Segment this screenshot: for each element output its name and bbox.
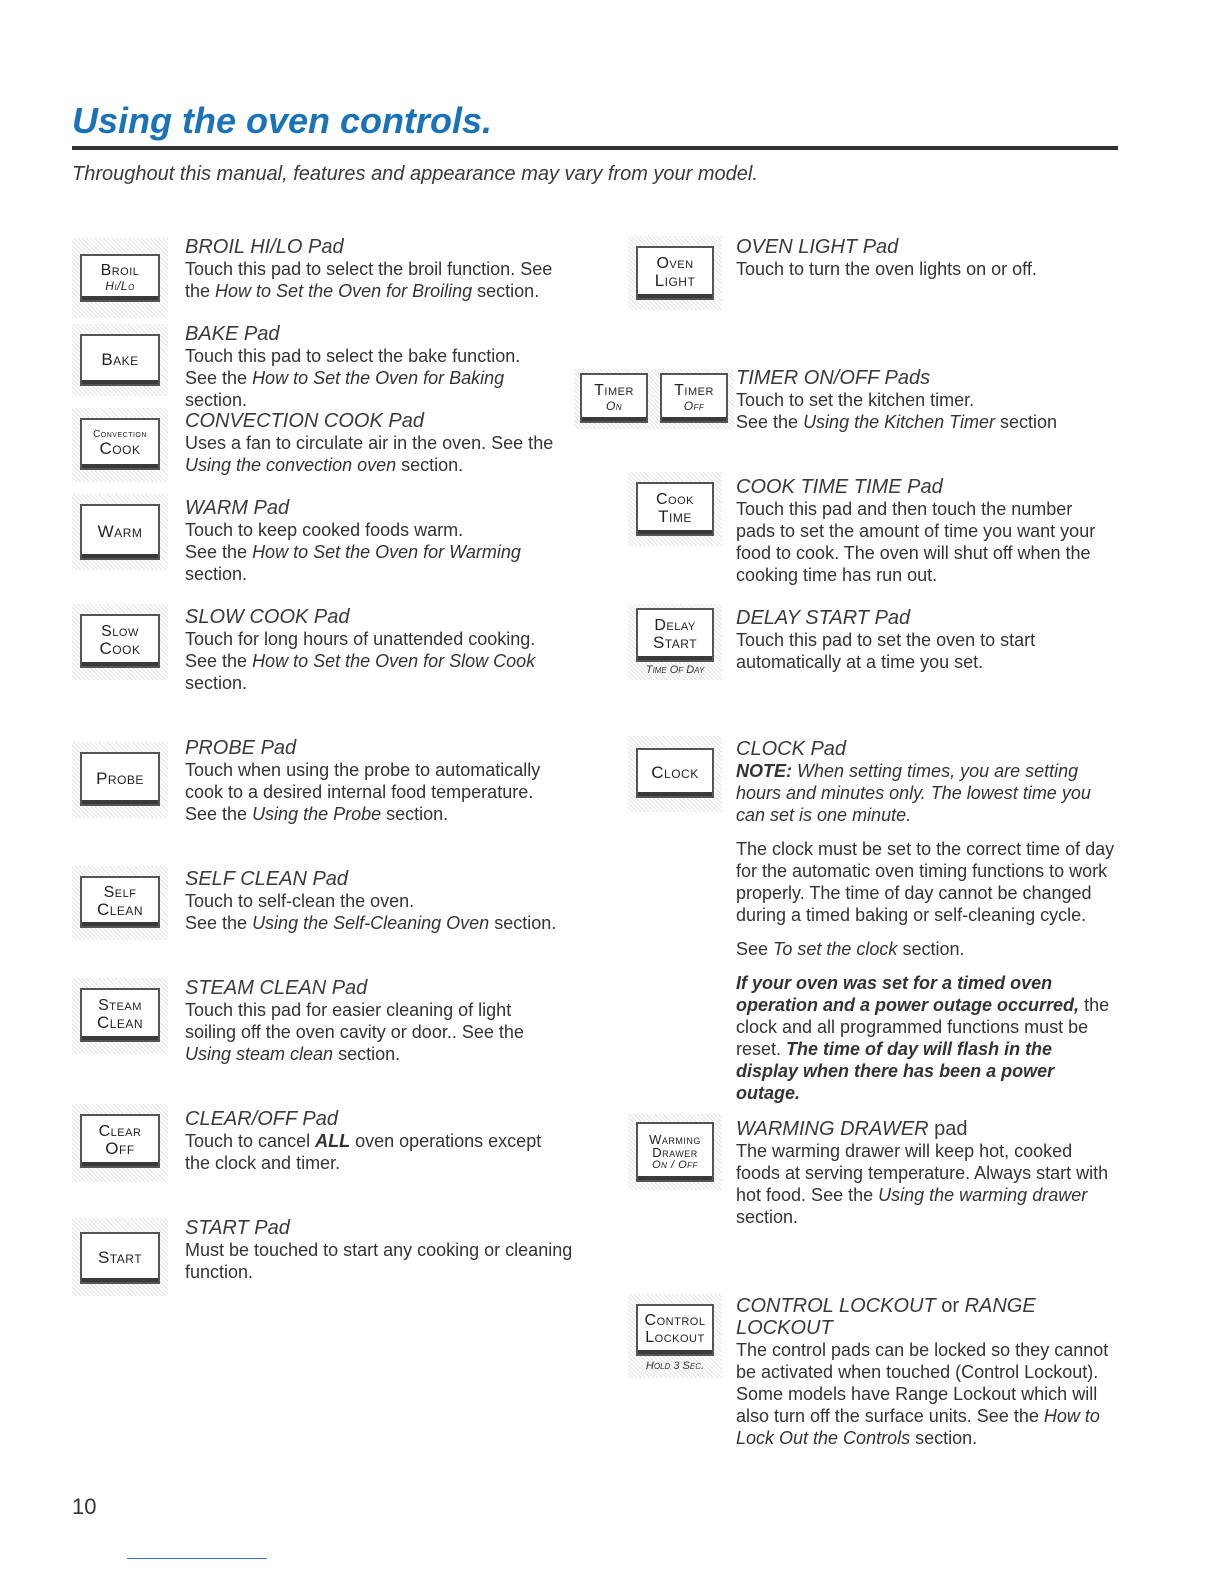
pad-label: Steam [98,996,142,1014]
pad-sublabel: Time [658,507,692,527]
probe-description: PROBE Pad Touch when using the probe to automatically cook to a desired internal food temperature. See the Using the Probe section. [185,737,555,825]
warm-pad-graphic [72,494,168,570]
pad-label: Slow [101,622,139,640]
pad-label: Delay [654,616,696,634]
pad-sublabel: Lockout [645,1329,705,1346]
pad-label: Start [97,1248,143,1268]
warming-drawer-description: WARMING DRAWER pad The warming drawer will keep hot, cooked foods at serving temperature. Always start with hot food. See the Using the warming drawer section. [736,1118,1116,1228]
page-number: 10 [72,1494,97,1519]
pad-label: Warm [97,522,143,542]
pad-label: Oven [656,254,694,272]
control-lockout-pad-graphic [628,1294,722,1378]
pad-label: Broil [100,262,140,280]
section-heading: CLEAR/OFF Pad [185,1108,339,1130]
pad-sublabel: Hi/Lo [105,279,135,294]
pad-strip-label: Time Of Day [645,664,705,676]
cook-time-pad-graphic [628,472,722,546]
pad-sublabel: Off [683,399,705,414]
timer-description: TIMER ON/OFF Pads Touch to set the kitchen timer. See the Using the Kitchen Timer section [736,367,1106,433]
pad-sublabel: Cook [99,639,141,659]
timer-off-pad-graphic [654,369,734,429]
pad-label: Probe [96,769,144,789]
pad-label: Self [103,883,137,901]
pad-label: Clear [98,1122,142,1140]
start-pad-graphic [72,1218,168,1296]
page-title: Using the oven controls. [72,100,493,141]
bottom-link-line [127,1558,267,1559]
section-heading: TIMER ON/OFF Pads [736,367,931,389]
warm-description: WARM Pad Touch to keep cooked foods warm. See the How to Set the Oven for Warming section. [185,497,585,585]
pad-label: Timer [594,382,634,400]
pad-label: Convection [93,428,147,440]
probe-pad-graphic [72,742,168,818]
steam-clean-pad-graphic [72,978,168,1054]
pad-label: Timer [674,382,714,400]
self-clean-description: SELF CLEAN Pad Touch to self-clean the oven. See the Using the Self-Cleaning Oven section. [185,868,575,934]
pad-sublabel: On [605,399,623,414]
pad-sublabel: Drawer [652,1145,698,1161]
convection-cook-description: CONVECTION COOK Pad Uses a fan to circulate air in the oven. See the Using the convection oven section. [185,410,554,475]
broil-description: BROIL HI/LO Pad Touch this pad to select the broil function. See the How to Set the Oven for Broiling section. [185,236,575,302]
section-heading: OVEN LIGHT Pad [736,236,899,258]
steam-clean-description: STEAM CLEAN Pad Touch this pad for easier cleaning of light soiling off the oven cavity or door.. See the Using steam clean section. [185,977,565,1065]
clock-pad-graphic [628,736,722,812]
pad-sublabel: Off [105,1139,135,1159]
cook-time-description: COOK TIME TIME Pad Touch this pad and then touch the number pads to set the amount of time you want your food to cook. The oven will shut off when the cooking time has run out. [736,476,1116,586]
convection-cook-pad-graphic [72,408,168,482]
pad-label: Clock [651,763,699,783]
pad-sublabel: Start [652,633,698,653]
section-heading: DELAY START Pad [736,607,911,629]
section-heading: CONTROL LOCKOUT or RANGE LOCKOUT [736,1295,1036,1339]
timer-pads-graphic [574,369,734,429]
pad-label: Bake [101,350,139,370]
control-lockout-description: CONTROL LOCKOUT or RANGE LOCKOUT The control pads can be locked so they cannot be activated when touched (Control Lockout). Some models have Range Lockout which will also turn off the surface units. See the How to Lock Out the Controls section. [736,1295,1116,1449]
slow-cook-pad-graphic [72,604,168,680]
clock-description: CLOCK Pad NOTE: When setting times, you are setting hours and minutes only. The lowest time you can set is one minute. The clock must be set to the correct time of day for the automatic oven timing functions to work properly. The time of day cannot be changed during a timed baking or self-cleaning cycle. See To set the clock section. If your oven was set for a timed oven operation and a power outage occurred, the clock and all programmed functions must be reset. The time of day will flash in the display when there has been a power outage. [736,738,1115,1103]
clear-off-description: CLEAR/OFF Pad Touch to cancel ALL oven operations except the clock and timer. [185,1108,570,1174]
pad-label: Warming [649,1131,701,1147]
broil-pad-graphic [72,238,168,318]
self-clean-pad-graphic [72,866,168,940]
section-heading: BROIL HI/LO Pad [185,236,344,258]
pad-label: Control [644,1312,706,1330]
section-heading: WARMING DRAWER pad [736,1118,968,1140]
pad-sublabel: Clean [96,1013,144,1033]
pad-strip-label: Hold 3 Sec. [645,1360,705,1372]
timer-on-pad-graphic [574,369,654,429]
pad-sublabel: Light [654,271,696,291]
section-heading: PROBE Pad [185,737,297,759]
section-heading: CONVECTION COOK Pad [185,410,424,432]
bake-pad-graphic [72,324,168,396]
section-heading: SELF CLEAN Pad [185,868,349,890]
slow-cook-description: SLOW COOK Pad Touch for long hours of unattended cooking. See the How to Set the Oven for Slow Cook section. [185,606,585,694]
pad-sublabel-2: On / Off [652,1158,698,1171]
delay-start-description: DELAY START Pad Touch this pad to set the oven to start automatically at a time you set. [736,607,1106,673]
title-rule [72,146,1118,150]
page-subtitle: Throughout this manual, features and appearance may vary from your model. [72,163,758,185]
bake-description: BAKE Pad Touch this pad to select the bake function. See the How to Set the Oven for Baking section. [185,323,555,411]
start-description: START Pad Must be touched to start any cooking or cleaning function. [185,1217,575,1283]
section-heading: CLOCK Pad [736,738,847,760]
oven-light-description: OVEN LIGHT Pad Touch to turn the oven lights on or off. [736,236,1106,280]
section-heading: COOK TIME TIME Pad [736,476,943,498]
pad-sublabel: Cook [99,439,141,459]
pad-label: Cook [655,490,694,508]
section-heading: WARM Pad [185,497,290,519]
warming-drawer-pad-graphic [628,1114,722,1190]
section-heading: START Pad [185,1217,290,1239]
section-heading: SLOW COOK Pad [185,606,350,628]
pad-sublabel: Clean [96,900,144,920]
section-heading: BAKE Pad [185,323,280,345]
clear-off-pad-graphic [72,1104,168,1182]
section-heading: STEAM CLEAN Pad [185,977,368,999]
oven-light-pad-graphic [628,236,722,310]
delay-start-pad-graphic [628,604,722,680]
